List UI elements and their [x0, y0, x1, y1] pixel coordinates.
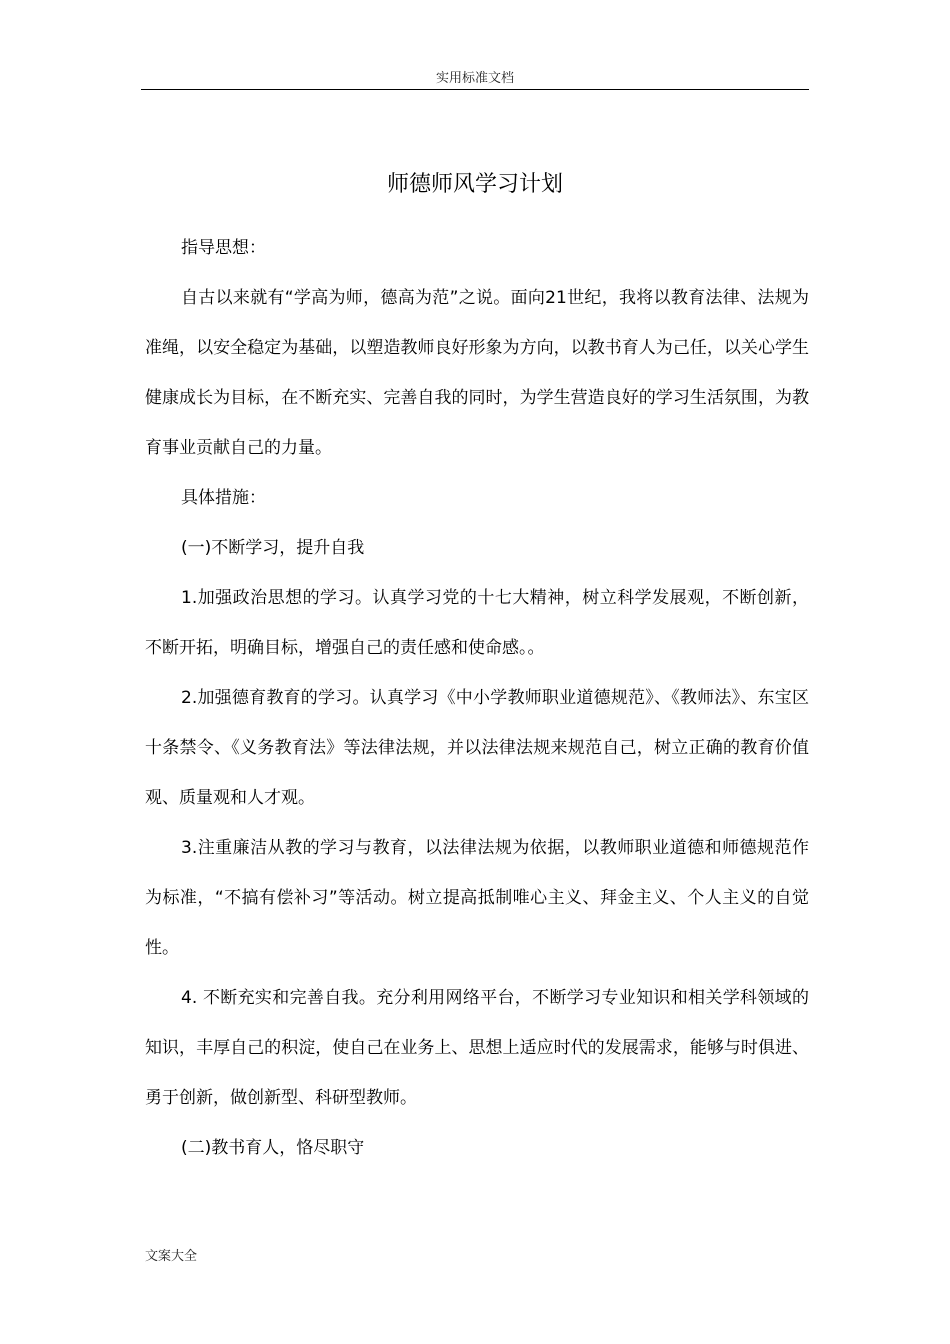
paragraph-item-1: 1.加强政治思想的学习。认真学习党的十七大精神，树立科学发展观，不断创新，不断开拓，明确目标，增强自己的责任感和使命感。。 [145, 588, 809, 658]
paragraph-guiding-ideology: 自古以来就有“学高为师，德高为范”之说。面向21世纪，我将以教育法律、法规为准绳，以安全稳定为基础，以塑造教师良好形象为方向，以教书育人为己任，以关心学生健康成长为目标，在不断充实、完善自我的同时，为学生营造良好的学习生活氛围，为教育事业贡献自己的力量。 [145, 288, 809, 458]
document-body [145, 223, 809, 1173]
paragraph-section-two-heading: (二)教书育人，恪尽职守 [181, 1138, 365, 1158]
paragraph-item-3: 3.注重廉洁从教的学习与教育，以法律法规为依据，以教师职业道德和师德规范作为标准，“不搞有偿补习”等活动。树立提高抵制唯心主义、拜金主义、个人主义的自觉性。 [145, 838, 809, 958]
page-header: 实用标准文档 [141, 70, 809, 90]
page-footer: 文案大全 [145, 1249, 198, 1264]
paragraph-item-4: 4. 不断充实和完善自我。充分利用网络平台，不断学习专业知识和相关学科领域的知识，丰厚自己的积淀，使自己在业务上、思想上适应时代的发展需求，能够与时俱进、勇于创新，做创新型、科研型教师。 [145, 988, 809, 1108]
paragraph-measures-heading: 具体措施： [181, 488, 266, 508]
paragraph-section-one-heading: (一)不断学习，提升自我 [181, 538, 365, 558]
paragraph-item-2: 2.加强德育教育的学习。认真学习《中小学教师职业道德规范》、《教师法》、东宝区十条禁令、《义务教育法》等法律法规，并以法律法规来规范自己，树立正确的教育价值观、质量观和人才观。 [145, 688, 809, 808]
paragraph-guiding-ideology-heading: 指导思想： [181, 238, 266, 258]
document-title: 师德师风学习计划 [386, 172, 563, 197]
